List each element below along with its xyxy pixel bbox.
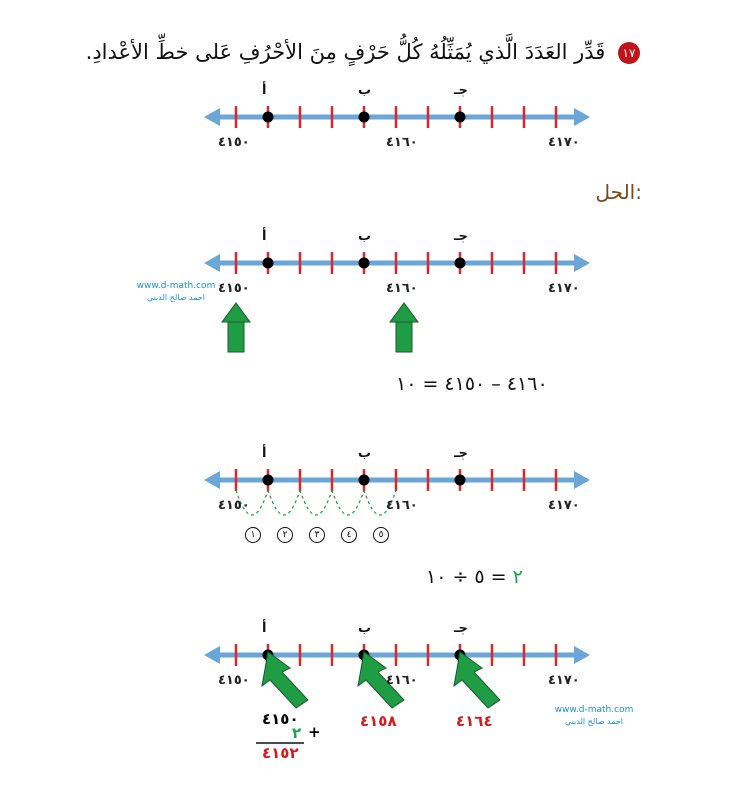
point-1	[263, 475, 274, 486]
start-marker-arrow	[222, 303, 250, 352]
tick-label: ٤١٦٠	[386, 281, 418, 296]
plus-sign: +	[308, 723, 321, 741]
answer-a: ٤١٥٢	[262, 744, 299, 762]
jump-count-circle: ٢	[277, 527, 293, 543]
point-letter: جـ	[454, 446, 468, 461]
watermark-top	[130, 280, 222, 304]
tick-label: ٤١٥٠	[218, 498, 250, 513]
number-line	[204, 644, 590, 666]
tick-label: ٤١٦٠	[386, 673, 418, 688]
left-arrowhead	[204, 646, 220, 664]
point-letter: ب	[358, 621, 372, 636]
point-3	[455, 475, 466, 486]
point-letter: أ	[262, 229, 267, 244]
division-result: ٢	[512, 566, 523, 588]
number-line	[204, 106, 590, 128]
jump-count-circle: ٤	[341, 527, 357, 543]
exercise-number-badge: ١٧	[618, 42, 640, 64]
left-arrowhead	[204, 471, 220, 489]
point-letter: ب	[358, 229, 372, 244]
point-letter: أ	[262, 83, 267, 98]
jump-arcs	[236, 490, 396, 515]
watermark-author: احمد صالح الدبني	[564, 717, 624, 726]
addend-bottom: ٢	[292, 724, 302, 742]
number-line	[204, 469, 590, 491]
answer-c: ٤١٦٤	[456, 712, 493, 730]
jump-count-circle: ١	[245, 527, 261, 543]
left-arrowhead	[204, 254, 220, 272]
point-3	[455, 112, 466, 123]
watermark-url: www.d-math.com	[136, 281, 216, 291]
right-arrowhead	[574, 471, 590, 489]
jump-count-circle: ٥	[373, 527, 389, 543]
point-2	[359, 475, 370, 486]
addend-top: ٤١٥٠	[262, 710, 299, 728]
right-arrowhead	[574, 108, 590, 126]
jump-count-circle: ٣	[309, 527, 325, 543]
point-letter: ب	[358, 446, 372, 461]
point-letter: ب	[358, 83, 372, 98]
point-letter: جـ	[454, 229, 468, 244]
tick-label: ٤١٧٠	[548, 673, 580, 688]
watermark-url: www.d-math.com	[554, 705, 634, 715]
point-2	[359, 112, 370, 123]
tick-label: ٤١٥٠	[218, 135, 250, 150]
tick-label: ٤١٧٠	[548, 498, 580, 513]
right-arrowhead	[574, 646, 590, 664]
point-1	[263, 258, 274, 269]
tick-label: ٤١٥٠	[218, 281, 250, 296]
tick-label: ٤١٧٠	[548, 135, 580, 150]
exercise-text: قَدِّر العَدَدَ الَّذي يُمَثِّلُهُ كُلُّ حَرْفٍ مِنَ الأحْرُفِ عَلى خطِّ الأعْدادِ.	[85, 40, 606, 64]
tick-label: ٤١٧٠	[548, 281, 580, 296]
point-2	[359, 258, 370, 269]
number-line	[204, 252, 590, 274]
point-1	[263, 112, 274, 123]
point-letter: أ	[262, 621, 267, 636]
tick-label: ٤١٦٠	[386, 498, 418, 513]
solution-heading: الحل:	[595, 180, 642, 204]
point-3	[455, 258, 466, 269]
tick-label: ٤١٥٠	[218, 673, 250, 688]
answer-b: ٤١٥٨	[360, 712, 397, 730]
watermark-author: احمد صالح الدبني	[146, 293, 206, 302]
right-arrowhead	[574, 254, 590, 272]
tick-label: ٤١٦٠	[386, 135, 418, 150]
division-expression: = ٥ ÷ ١٠	[426, 566, 507, 588]
end-marker-arrow	[390, 303, 418, 352]
left-arrowhead	[204, 108, 220, 126]
division-equation	[426, 566, 523, 588]
point-letter: جـ	[454, 83, 468, 98]
point-letter: جـ	[454, 621, 468, 636]
difference-equation: ٤١٦٠ – ٤١٥٠ = ١٠	[396, 373, 548, 395]
point-letter: أ	[262, 446, 267, 461]
watermark-bottom	[548, 704, 640, 728]
